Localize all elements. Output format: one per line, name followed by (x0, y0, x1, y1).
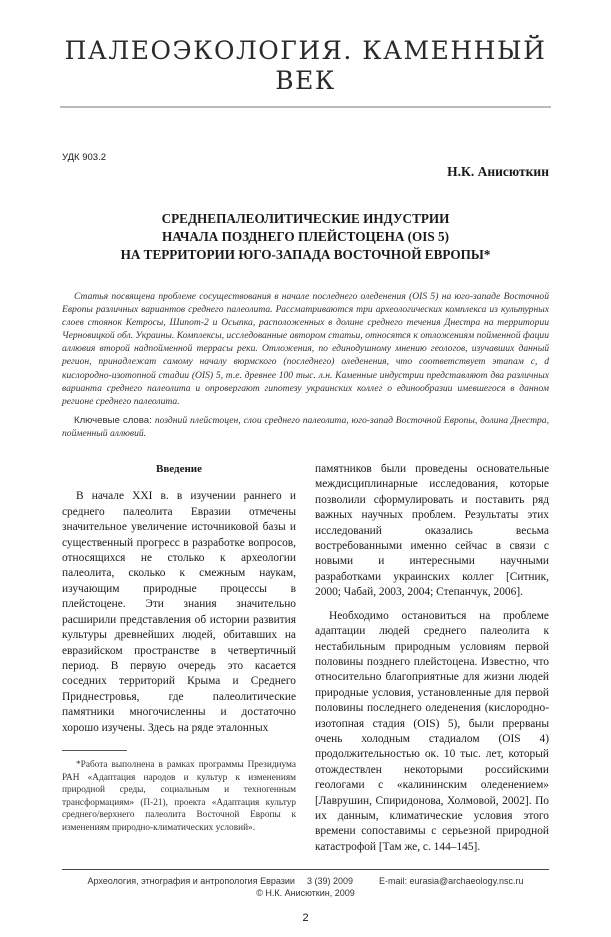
journal-email: E-mail: eurasia@archaeology.nsc.ru (379, 876, 524, 887)
udk-code: УДК 903.2 (62, 152, 106, 163)
keywords-label: Ключевые слова: (74, 414, 152, 426)
footer-rule (62, 869, 549, 870)
right-column (315, 462, 549, 855)
left-column (62, 462, 296, 855)
abstract: Статья посвящена проблеме сосуществования в начале последнего оледенения (OIS 5) на юго-западе Восточной Европы различных вариантов среднего палеолита. Рассматриваются три археологических комплекса из культурных слоев стоянок Кетросы, Шипот-2 и Осыпка, расположенных в долине среднего течения Днестра на территории Черновицкой обл. Украины. Комплексы, исследованные автором статьи, относятся к отложениям пойменной фации аллювия второй надпойменной террасы реки. Отложения, по единодушному мнению геологов, изучавших данный регион, принадлежат самому началу вюрмского (последнего) оледенения, что соответствует этапам c, d кислородно-изотопной стадии (OIS) 5, т.е. древнее 100 тыс. л.н. Каменные индустрии представляют два различных варианта среднего палеолита и опровергают гипотезу украинских коллег о единообразии имевшегося в данном регионе среднего палеолита. (62, 291, 549, 407)
title-line: НА ТЕРРИТОРИИ ЮГО-ЗАПАДА ВОСТОЧНОЙ ЕВРОПЫ* (120, 247, 491, 262)
paragraph: памятников были проведены основательные междисциплинарные исследования, которые позволили сформулировать и поставить ряд важных научных проблем. Результаты этих исследований оказались весьма востребованными именно сейчас в связи с новыми и интересными научными разработками украинских коллег [Ситник, 2000; Чабай, 2003, 2004; Степанчук, 2006]. (315, 463, 549, 599)
title-line: НАЧАЛА ПОЗДНЕГО ПЛЕЙСТОЦЕНА (OIS 5) (161, 229, 450, 244)
title-line: СРЕДНЕПАЛЕОЛИТИЧЕСКИЕ ИНДУСТРИИ (161, 211, 450, 226)
body-columns (62, 462, 549, 855)
journal-name: Археология, этнография и антропология Евразии (87, 876, 295, 887)
footnote-rule (62, 750, 127, 751)
article-title (62, 210, 549, 264)
journal-issue: 3 (39) 2009 (306, 876, 353, 887)
keywords (62, 414, 549, 440)
running-header (60, 0, 551, 108)
section-heading: Введение (155, 463, 203, 476)
paragraph: Необходимо остановиться на проблеме адаптации людей среднего палеолита к нестабильным природным условиям первой половины позднего плейстоцена. Известно, что относительно благоприятные для жизни людей природные условия, установленные для первой половины последнего оледенения (кислородно-изотопная стадия (OIS) 5), были прерваны очень холодным стадиалом (OIS 4) продолжительностью ок. 10 тыс. лет, который отождествлен некоторыми российскими геологами с «калининским оледенением» [Лаврушин, Спиридонова, Холмовой, 2002]. По их данным, климатические условия этого времени сопоставимы с серьезной природной катастрофой [Там же, с. 144–145]. (315, 609, 549, 853)
copyright: © Н.К. Анисюткин, 2009 (256, 888, 355, 899)
section-title: ПАЛЕОЭКОЛОГИЯ. КАМЕННЫЙ ВЕК (64, 36, 547, 95)
paragraph: В начале XXI в. в изучении раннего и среднего палеолита Евразии отмечены значительное увеличение источниковой базы и существенный прогресс в разработке вопросов, относящихся не столько к археологии палеолита, сколько к смежным наукам, изучающим природные процессы в плейстоцене. Эти знания значительно расширили представления об истории развития культуры древнейших людей, обитавших на евразийском пространстве в четвертичный период. В первую очередь это касается соседних территорий Крыма и Среднего Приднестровья, где палеолитические памятники многочисленны и достаточно хорошо изучены. Здесь на ряде эталонных (62, 490, 296, 734)
footnote: *Работа выполнена в рамках программы Президиума РАН «Адаптация народов и культур к изменениям природной среды, социальным и техногенным трансформациям» (П-21), проекта «Адаптация культур среднего/верхнего палеолита Восточной Европы к изменениям природно-климатических условий». (62, 759, 296, 833)
page-footer (62, 875, 549, 899)
keywords-text: поздний плейстоцен, слои среднего палеолита, юго-запад Восточной Европы, долина Днестра, пойменный аллювий. (62, 414, 550, 439)
author-name: Н.К. Анисюткин (447, 164, 549, 179)
page-number: 2 (302, 912, 309, 925)
